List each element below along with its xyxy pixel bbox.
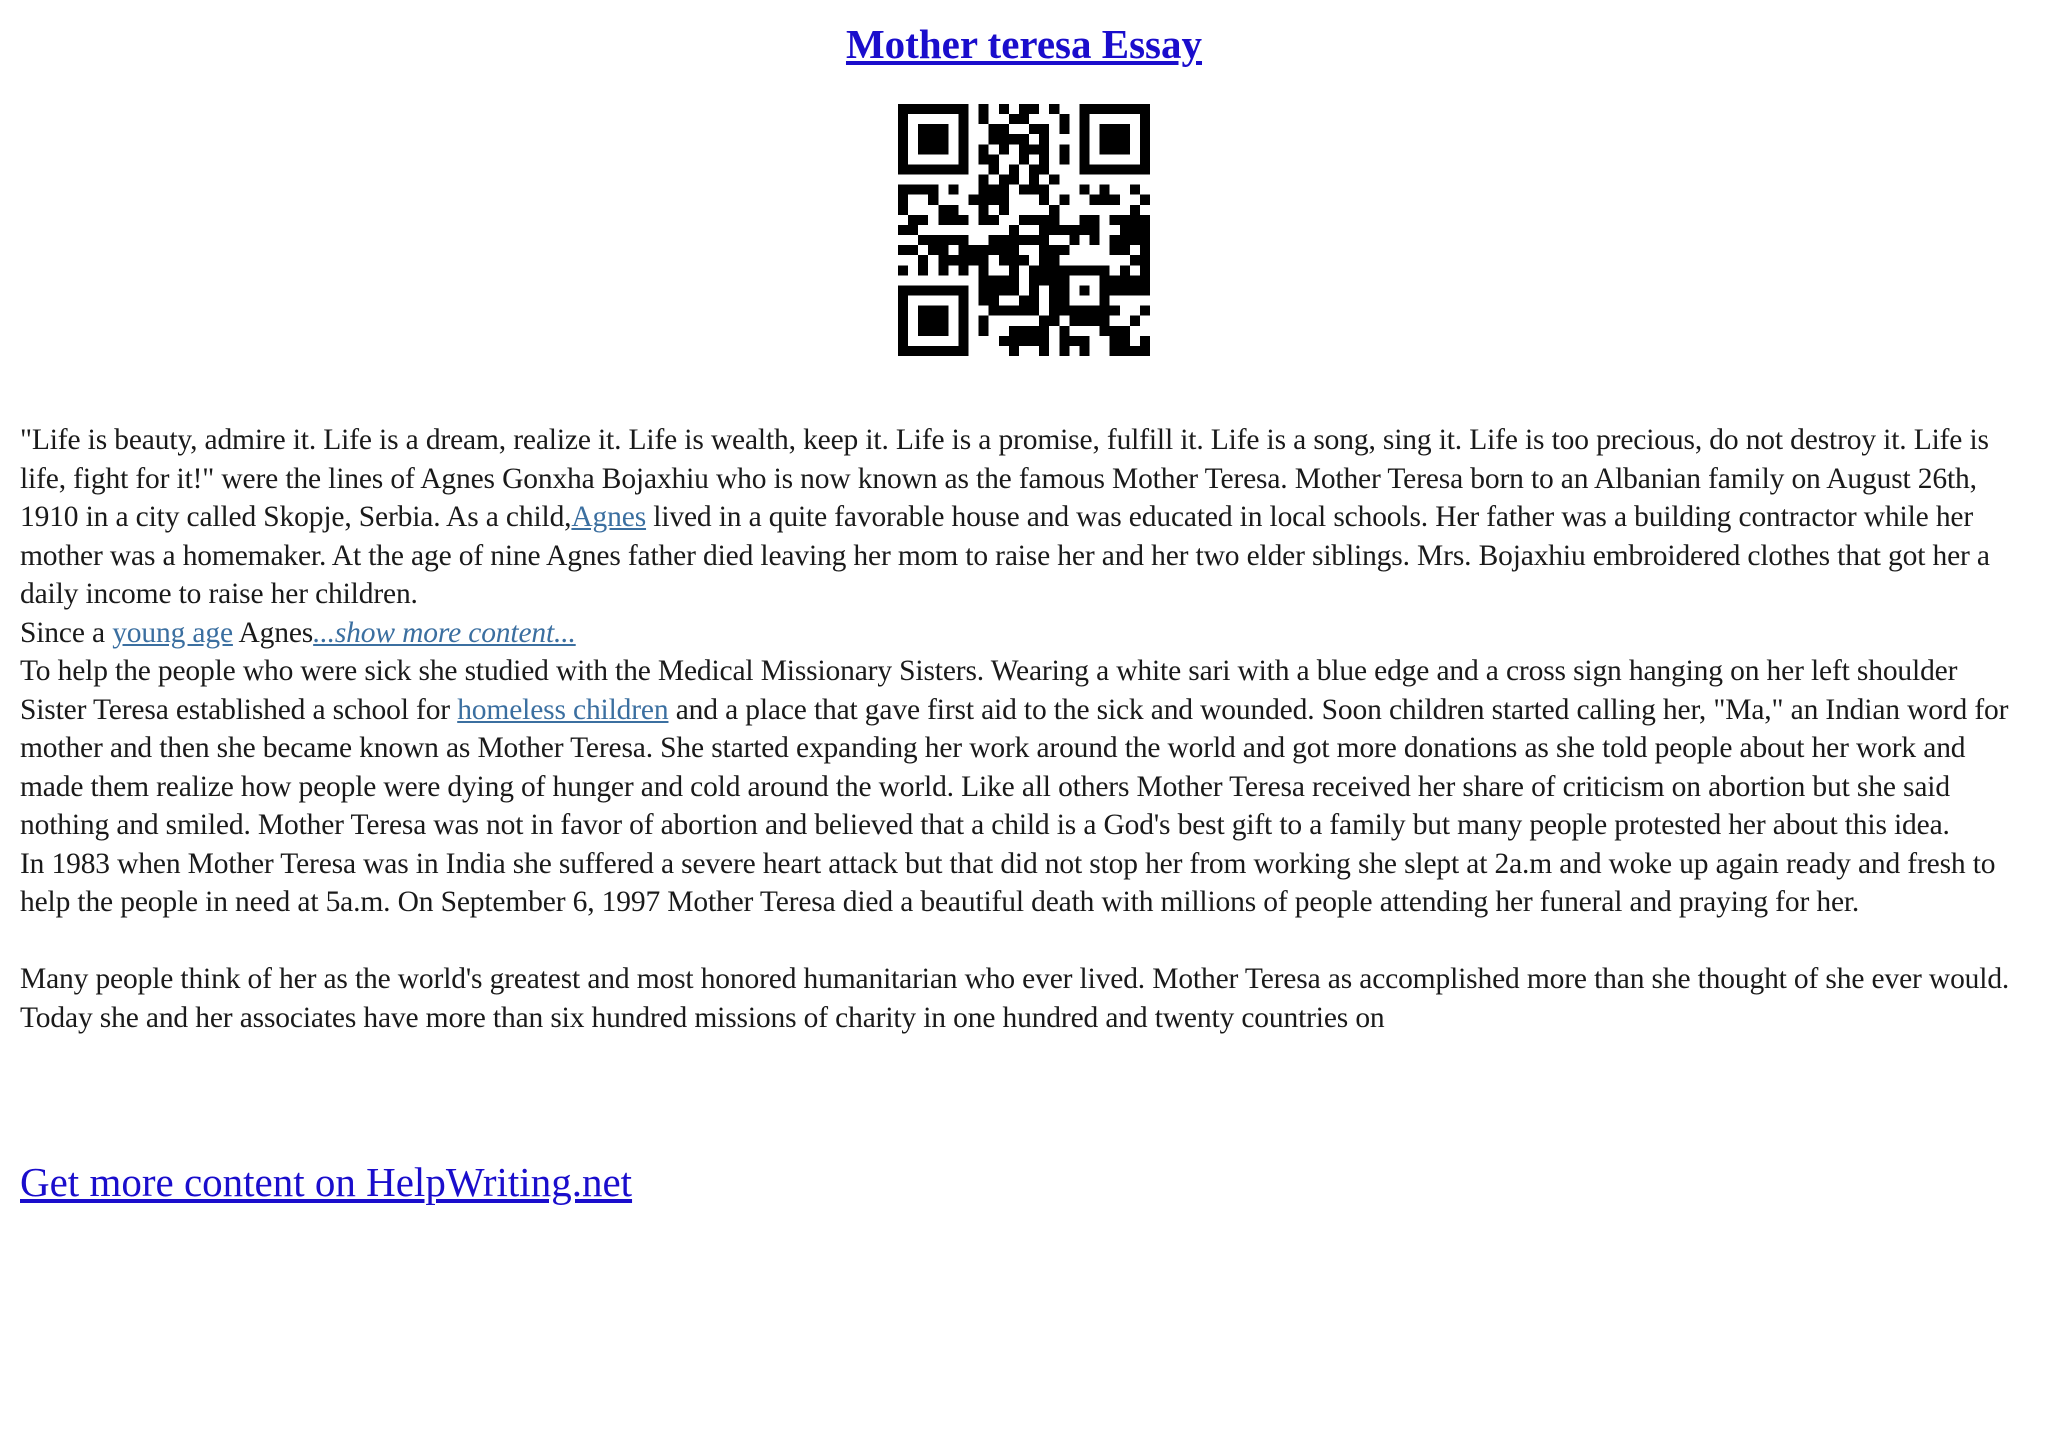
- essay-paragraph-4: In 1983 when Mother Teresa was in India she suffered a severe heart attack but that did not stop her from working she slept at 2a.m and woke up again ready and fresh to help the people in need at 5a.m. On September 6, 1997 Mother Teresa died a beautiful death with millions of people attending her funeral and praying for her.: [20, 847, 1996, 918]
- essay-text: "Life is beauty, admire it. Life is a dream, realize it. Life is wealth, keep it. Life is a promise, fulfill it. Life is a song, sing it. Life is too precious, do not destroy it. Life is life, fight for it!" were the lines of Agnes Gonxha Bojaxhiu who is now known as the famous Mother Teresa. Mother Teresa born to an Albanian family on August 26th, 1910 in a city called Skopje, Serbia. As a child,: [20, 424, 1989, 533]
- cta-block: [20, 1156, 632, 1208]
- page-title: [0, 18, 2048, 70]
- essay-text: Agnes: [232, 616, 314, 649]
- essay-text: and a place that gave first aid to the sick and wounded. Soon children started calling her, "Ma," an Indian word for mother and then she became known as Mother Teresa. She started expanding her work around the world and got more donations as she told people about her work and made them realize how people were dying of hunger and cold around the world. Like all others Mother Teresa received her share of criticism on abortion but she said nothing and smiled. Mother Teresa was not in favor of abortion and believed that a child is a God's best gift to a family but many people protested her about this idea.: [20, 693, 2009, 841]
- keyword-link-young-age[interactable]: young age: [112, 616, 233, 649]
- keyword-link-homeless-children[interactable]: homeless children: [457, 693, 669, 726]
- essay-paragraph-5: Many people think of her as the world's greatest and most honored humanitarian who ever lived. Mother Teresa as accomplished more than she thought of she ever would. Today she and her associates have more than six hundred missions of charity in one hundred and twenty countries on: [20, 963, 2010, 1034]
- essay-body: [20, 421, 2028, 1037]
- essay-text: Since a: [20, 616, 113, 649]
- essay-paragraph-2: [20, 614, 2028, 653]
- show-more-link[interactable]: ...show more content...: [313, 616, 576, 649]
- qr-code-icon: [898, 104, 1150, 356]
- get-more-content-link[interactable]: Get more content on HelpWriting.net: [20, 1159, 633, 1205]
- paragraph-gap: [20, 922, 2028, 961]
- essay-paragraph-3: [20, 652, 2028, 845]
- keyword-link-agnes[interactable]: Agnes: [571, 501, 647, 533]
- essay-text: lived in a quite favorable house and was educated in local schools. Her father was a building contractor while her mother was a homemaker. At the age of nine Agnes father died leaving her mom to raise her and her two elder siblings. Mrs. Bojaxhiu embroidered clothes that got her a daily income to raise her children.: [20, 501, 1990, 610]
- essay-paragraph-1: [20, 421, 2028, 614]
- essay-text: To help the people who were sick she studied with the Medical Missionary Sisters. Wearing a white sari with a blue edge and a cross sign hanging on her left shoulder Sister Teresa established a school for: [20, 655, 1958, 726]
- title-link[interactable]: Mother teresa Essay: [845, 21, 1203, 67]
